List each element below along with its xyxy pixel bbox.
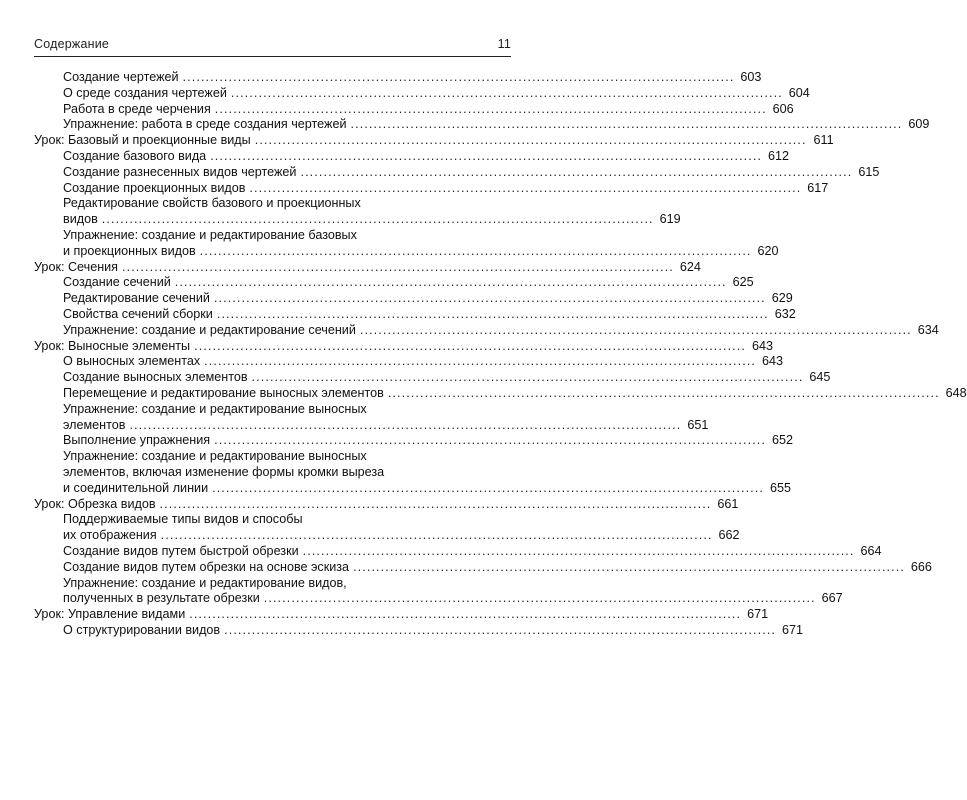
- toc-entry-line: [34, 259, 701, 276]
- toc-entry-text: Создание видов путем обрезки на основе эскиза: [63, 559, 350, 574]
- toc-entry-text: Создание проекционных видов: [63, 180, 246, 195]
- toc-topic-entry[interactable]: [34, 306, 796, 323]
- running-header: [34, 34, 511, 54]
- toc-topic-entry[interactable]: [34, 164, 880, 181]
- dot-leader: ........................................................................................................................: [213, 291, 766, 306]
- toc-entry-page: 612: [768, 148, 790, 163]
- dot-leader: ........................................................................................................................: [249, 180, 802, 195]
- toc-entry-text: Создание разнесенных видов чертежей: [63, 164, 297, 179]
- toc-entry-page: 671: [747, 607, 769, 622]
- header-rule: [34, 56, 511, 57]
- toc-entry-text: Редактирование сечений: [63, 291, 210, 306]
- toc-topic-entry[interactable]: [34, 70, 762, 86]
- toc-topic-entry[interactable]: [34, 559, 932, 576]
- toc-topic-entry[interactable]: [34, 449, 791, 496]
- toc-entry-line: [63, 417, 709, 434]
- dot-leader: ........................................................................................................................: [159, 496, 712, 511]
- toc-entry-line: [63, 433, 793, 449]
- toc-entry-text: Выполнение упражнения: [63, 433, 211, 448]
- toc-lesson-entry[interactable]: [34, 496, 739, 513]
- toc-entry-line: [63, 559, 932, 576]
- toc-topic-entry[interactable]: [34, 354, 784, 370]
- dot-leader: ........................................................................................................................: [160, 528, 713, 543]
- toc-lesson-entry[interactable]: [34, 338, 773, 355]
- dot-leader: ........................................................................................................................: [254, 133, 807, 148]
- toc-entry-line: [63, 85, 810, 102]
- toc-entry-text: Урок: Управление видами: [34, 607, 186, 622]
- toc-entry-text-line: Упражнение: создание и редактирование выносных: [63, 401, 367, 416]
- toc-entry-page: 662: [718, 528, 740, 543]
- toc-entry-line: [63, 243, 779, 260]
- toc-entry-line: [63, 180, 829, 197]
- toc-entry-text: Работа в среде черчения: [63, 101, 211, 116]
- toc-entry-page: 617: [807, 180, 829, 195]
- dot-leader: ........................................................................................................................: [224, 622, 777, 637]
- toc-entry-text: Упражнение: создание и редактирование сечений: [63, 322, 356, 337]
- toc-entry-line: [63, 591, 843, 607]
- toc-entry-line: [63, 291, 793, 307]
- toc-entry-page: 619: [659, 212, 681, 227]
- dot-leader: ........................................................................................................................: [214, 101, 767, 116]
- toc-entry-page: 632: [774, 306, 796, 321]
- toc-entry-page: 661: [717, 496, 739, 511]
- dot-leader: ........................................................................................................................: [189, 607, 742, 622]
- toc-topic-entry[interactable]: [34, 101, 794, 118]
- dot-leader: ........................................................................................................................: [350, 117, 903, 132]
- toc-lesson-entry[interactable]: [34, 259, 701, 276]
- dot-leader: ........................................................................................................................: [129, 417, 682, 432]
- toc-entry-page: 652: [771, 433, 793, 448]
- toc-entry-page: 620: [757, 243, 779, 258]
- toc-entry-page: 645: [809, 370, 831, 385]
- toc-entry-line: [63, 480, 791, 497]
- table-of-contents: [34, 70, 967, 639]
- toc-entry-text: Создание сечений: [63, 275, 171, 290]
- toc-entry-text-line: Поддерживаемые типы видов и способы: [63, 512, 303, 527]
- toc-entry-text: Урок: Сечения: [34, 259, 119, 274]
- toc-entry-line: [63, 70, 762, 86]
- toc-entry-page: 651: [687, 417, 709, 432]
- toc-entry-page: 667: [821, 591, 843, 606]
- toc-entry-line: [63, 306, 796, 323]
- toc-topic-entry[interactable]: [34, 433, 793, 449]
- toc-entry-line: [63, 322, 939, 339]
- toc-entry-page: 664: [860, 543, 882, 558]
- toc-entry-text: их отображения: [63, 528, 157, 543]
- dot-leader: ........................................................................................................................: [302, 543, 855, 558]
- toc-entry-line: [63, 528, 740, 544]
- toc-entry-text: Свойства сечений сборки: [63, 306, 213, 321]
- dot-leader: ........................................................................................................................: [194, 338, 746, 353]
- toc-entry-line: [34, 607, 769, 623]
- dot-leader: ........................................................................................................................: [300, 164, 853, 179]
- toc-topic-entry[interactable]: [34, 196, 681, 228]
- dot-leader: ........................................................................................................................: [214, 433, 766, 448]
- toc-topic-entry[interactable]: [34, 575, 843, 608]
- toc-entry-text: и проекционных видов: [63, 243, 196, 258]
- toc-entry-page: 666: [910, 559, 932, 574]
- toc-topic-entry[interactable]: [34, 401, 709, 434]
- toc-entry-line: [63, 354, 784, 370]
- toc-entry-text: и соединительной линии: [63, 480, 209, 495]
- toc-entry-page: 648: [945, 385, 967, 400]
- dot-leader: ........................................................................................................................: [263, 591, 816, 606]
- toc-entry-text: Создание базового вида: [63, 148, 207, 163]
- page-number: 11: [497, 37, 511, 51]
- toc-topic-entry[interactable]: [34, 370, 831, 386]
- toc-entry-page: 604: [788, 85, 810, 100]
- toc-entry-line: [63, 543, 882, 560]
- toc-entry-text: Создание чертежей: [63, 70, 179, 84]
- dot-leader: ........................................................................................................................: [230, 85, 783, 100]
- toc-entry-page: 671: [782, 622, 804, 637]
- toc-entry-text: Создание выносных элементов: [63, 370, 248, 385]
- toc-entry-line: [34, 338, 773, 355]
- dot-leader: ........................................................................................................................: [204, 354, 757, 369]
- toc-entry-line: [63, 164, 880, 181]
- toc-entry-page: 634: [917, 322, 939, 337]
- toc-entry-text-line: Упражнение: создание и редактирование выносных: [63, 449, 367, 464]
- toc-topic-entry[interactable]: [34, 512, 740, 544]
- toc-entry-text: Перемещение и редактирование выносных элементов: [63, 385, 384, 400]
- toc-entry-text-line: элементов, включая изменение формы кромки выреза: [63, 464, 385, 479]
- toc-entry-page: 629: [771, 291, 793, 306]
- toc-entry-line: [63, 101, 794, 118]
- toc-topic-entry[interactable]: [34, 85, 810, 102]
- dot-leader: ........................................................................................................................: [216, 306, 769, 321]
- toc-entry-page: 609: [908, 117, 930, 132]
- toc-entry-page: 625: [732, 275, 754, 290]
- toc-topic-entry[interactable]: [34, 385, 967, 402]
- toc-entry-text: Урок: Обрезка видов: [34, 496, 156, 511]
- toc-entry-text: элементов: [63, 417, 126, 432]
- dot-leader: ........................................................................................................................: [199, 243, 752, 258]
- toc-entry-page: 624: [679, 259, 701, 274]
- toc-entry-line: [63, 370, 831, 386]
- toc-topic-entry[interactable]: [34, 275, 754, 291]
- toc-entry-line: [63, 212, 681, 228]
- running-header-title: Содержание: [34, 37, 110, 51]
- dot-leader: ........................................................................................................................: [387, 385, 940, 400]
- toc-topic-entry[interactable]: [34, 291, 793, 307]
- toc-entry-line: [34, 496, 739, 513]
- toc-entry-text: Урок: Базовый и проекционные виды: [34, 133, 251, 148]
- dot-leader: ........................................................................................................................: [353, 559, 905, 574]
- toc-entry-line: [34, 133, 834, 149]
- toc-topic-entry[interactable]: [34, 227, 779, 260]
- toc-entry-text: Упражнение: работа в среде создания чертежей: [63, 117, 347, 132]
- toc-entry-line: [63, 275, 754, 291]
- toc-topic-entry[interactable]: [34, 117, 930, 133]
- toc-entry-page: 643: [751, 338, 773, 353]
- toc-entry-line: [63, 622, 804, 639]
- toc-entry-line: [63, 117, 930, 133]
- dot-leader: ........................................................................................................................: [182, 70, 735, 84]
- toc-entry-text-line: Упражнение: создание и редактирование базовых: [63, 227, 357, 242]
- toc-topic-entry[interactable]: [34, 622, 804, 639]
- dot-leader: ........................................................................................................................: [101, 212, 654, 227]
- toc-entry-text: полученных в результате обрезки: [63, 591, 260, 606]
- dot-leader: ........................................................................................................................: [359, 322, 912, 337]
- toc-entry-page: 615: [858, 164, 880, 179]
- dot-leader: ........................................................................................................................: [122, 259, 674, 274]
- toc-topic-entry[interactable]: [34, 322, 939, 339]
- dot-leader: ........................................................................................................................: [212, 480, 764, 495]
- toc-entry-page: 603: [740, 70, 762, 84]
- toc-entry-text: О структурировании видов: [63, 622, 221, 637]
- toc-topic-entry[interactable]: [34, 180, 829, 197]
- toc-entry-page: 655: [769, 480, 791, 495]
- toc-entry-page: 643: [762, 354, 784, 369]
- toc-entry-text: видов: [63, 212, 98, 227]
- toc-entry-line: [63, 385, 967, 402]
- toc-entry-page: 606: [772, 101, 794, 116]
- toc-entry-text: О среде создания чертежей: [63, 85, 227, 100]
- toc-entry-text-line: Упражнение: создание и редактирование видов,: [63, 575, 347, 590]
- toc-lesson-entry[interactable]: [34, 607, 769, 623]
- toc-entry-page: 611: [813, 133, 834, 148]
- toc-entry-text: Урок: Выносные элементы: [34, 338, 191, 353]
- toc-entry-line: [63, 148, 790, 165]
- dot-leader: ........................................................................................................................: [210, 148, 763, 163]
- toc-entry-text: О выносных элементах: [63, 354, 201, 369]
- dot-leader: ........................................................................................................................: [251, 370, 804, 385]
- toc-entry-text: Создание видов путем быстрой обрезки: [63, 543, 299, 558]
- toc-lesson-entry[interactable]: [34, 133, 834, 149]
- dot-leader: ........................................................................................................................: [174, 275, 727, 290]
- toc-entry-text-line: Редактирование свойств базового и проекционных: [63, 196, 361, 211]
- toc-topic-entry[interactable]: [34, 148, 790, 165]
- toc-topic-entry[interactable]: [34, 543, 882, 560]
